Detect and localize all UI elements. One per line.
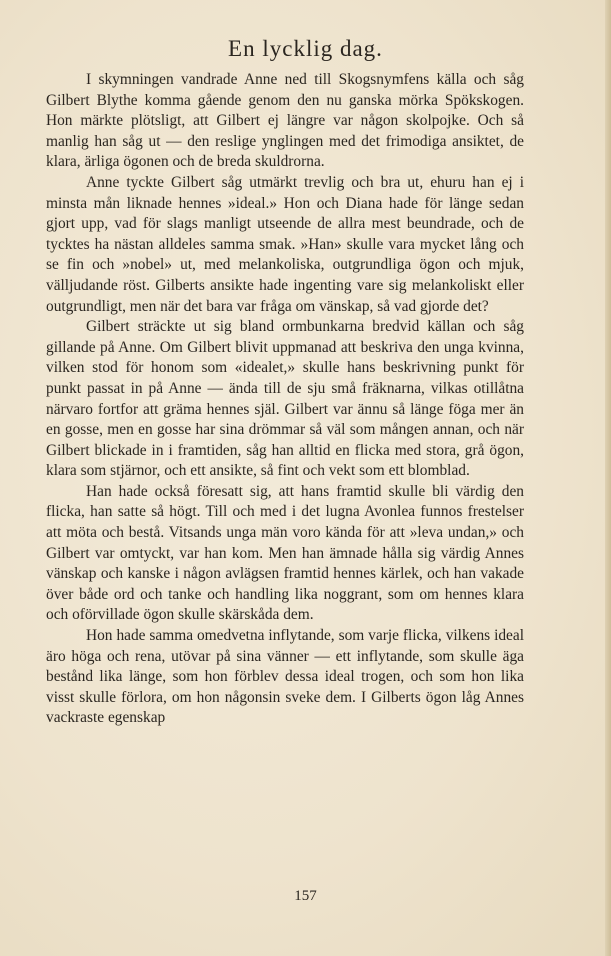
paragraph: Anne tyckte Gilbert såg utmärkt trevlig och bra ut, ehuru han ej i minsta mån liknade hennes »ideal.» Hon och Diana hade för länge sedan gjort upp, vad för slags manligt utseende de allra mest beundrade, och de tycktes ha nästan alldeles samma smak. »Han» skulle vara mycket lång och se fin och »nobel» ut, med melankoliska, outgrundliga ögon och mjuk, välljudande röst. Gilberts ansikte hade ingenting vare sig melankoliskt eller outgrundligt, men när det bara var fråga om vänskap, så vad gjorde det? bbox=[46, 173, 524, 315]
page-edge bbox=[605, 0, 611, 956]
page-number: 157 bbox=[294, 888, 317, 904]
chapter-body bbox=[46, 70, 524, 729]
paragraph: Han hade också föresatt sig, att hans framtid skulle bli värdig den flicka, han satte så högt. Till och med i det lugna Avonlea funnos frestelser att möta och bestå. Vitsands unga män voro kända för att »leva undan,» och Gilbert var omtyckt, var han kom. Men han ämnade hålla sig värdig Annes vänskap och kanske i någon avlägsen framtid hennes kärlek, och han vakade över både ord och tanke och handling lika noggrant, som om hennes klara och oförvillade ögon skulle skärskåda dem. bbox=[46, 482, 524, 624]
chapter-title: En lycklig dag. bbox=[228, 36, 383, 61]
paragraph: I skymningen vandrade Anne ned till Skogsnymfens källa och såg Gilbert Blythe komma gående genom den nu ganska mörka Spökskogen. Hon märkte plötsligt, att Gilbert ej längre var någon skolpojke. Och så manlig han såg ut — den reslige ynglingen med det frimodiga ansiktet, de klara, ärliga ögonen och de breda skuldrorna. bbox=[46, 71, 524, 171]
paragraph: Hon hade samma omedvetna inflytande, som varje flicka, vilkens ideal äro höga och rena, utövar på sina vänner — ett inflytande, som skulle äga bestånd lika länge, som hon förblev dessa ideal trogen, och som hon lika visst skulle förlora, om hon någonsin sveke dem. I Gilberts ögon låg Annes vackraste egenskap bbox=[46, 627, 524, 727]
paragraph: Gilbert sträckte ut sig bland ormbunkarna bredvid källan och såg gillande på Anne. Om Gilbert blivit uppmanad att beskriva den unga kvinna, vilken stod för honom som «idealet,» skulle hans beskrivning punkt för punkt passat in på Anne — ända till de sju små fräknarna, vilkas otillåtna närvaro fortfor att gräma hennes själ. Gilbert var ännu så länge föga mer än en gosse, men en gosse har sina drömmar så väl som mången annan, och när Gilbert blickade in i framtiden, såg han alltid en flicka med stora, grå ögon, klara som stjärnor, och ett ansikte, så fint och vekt som ett blomblad. bbox=[46, 318, 524, 480]
